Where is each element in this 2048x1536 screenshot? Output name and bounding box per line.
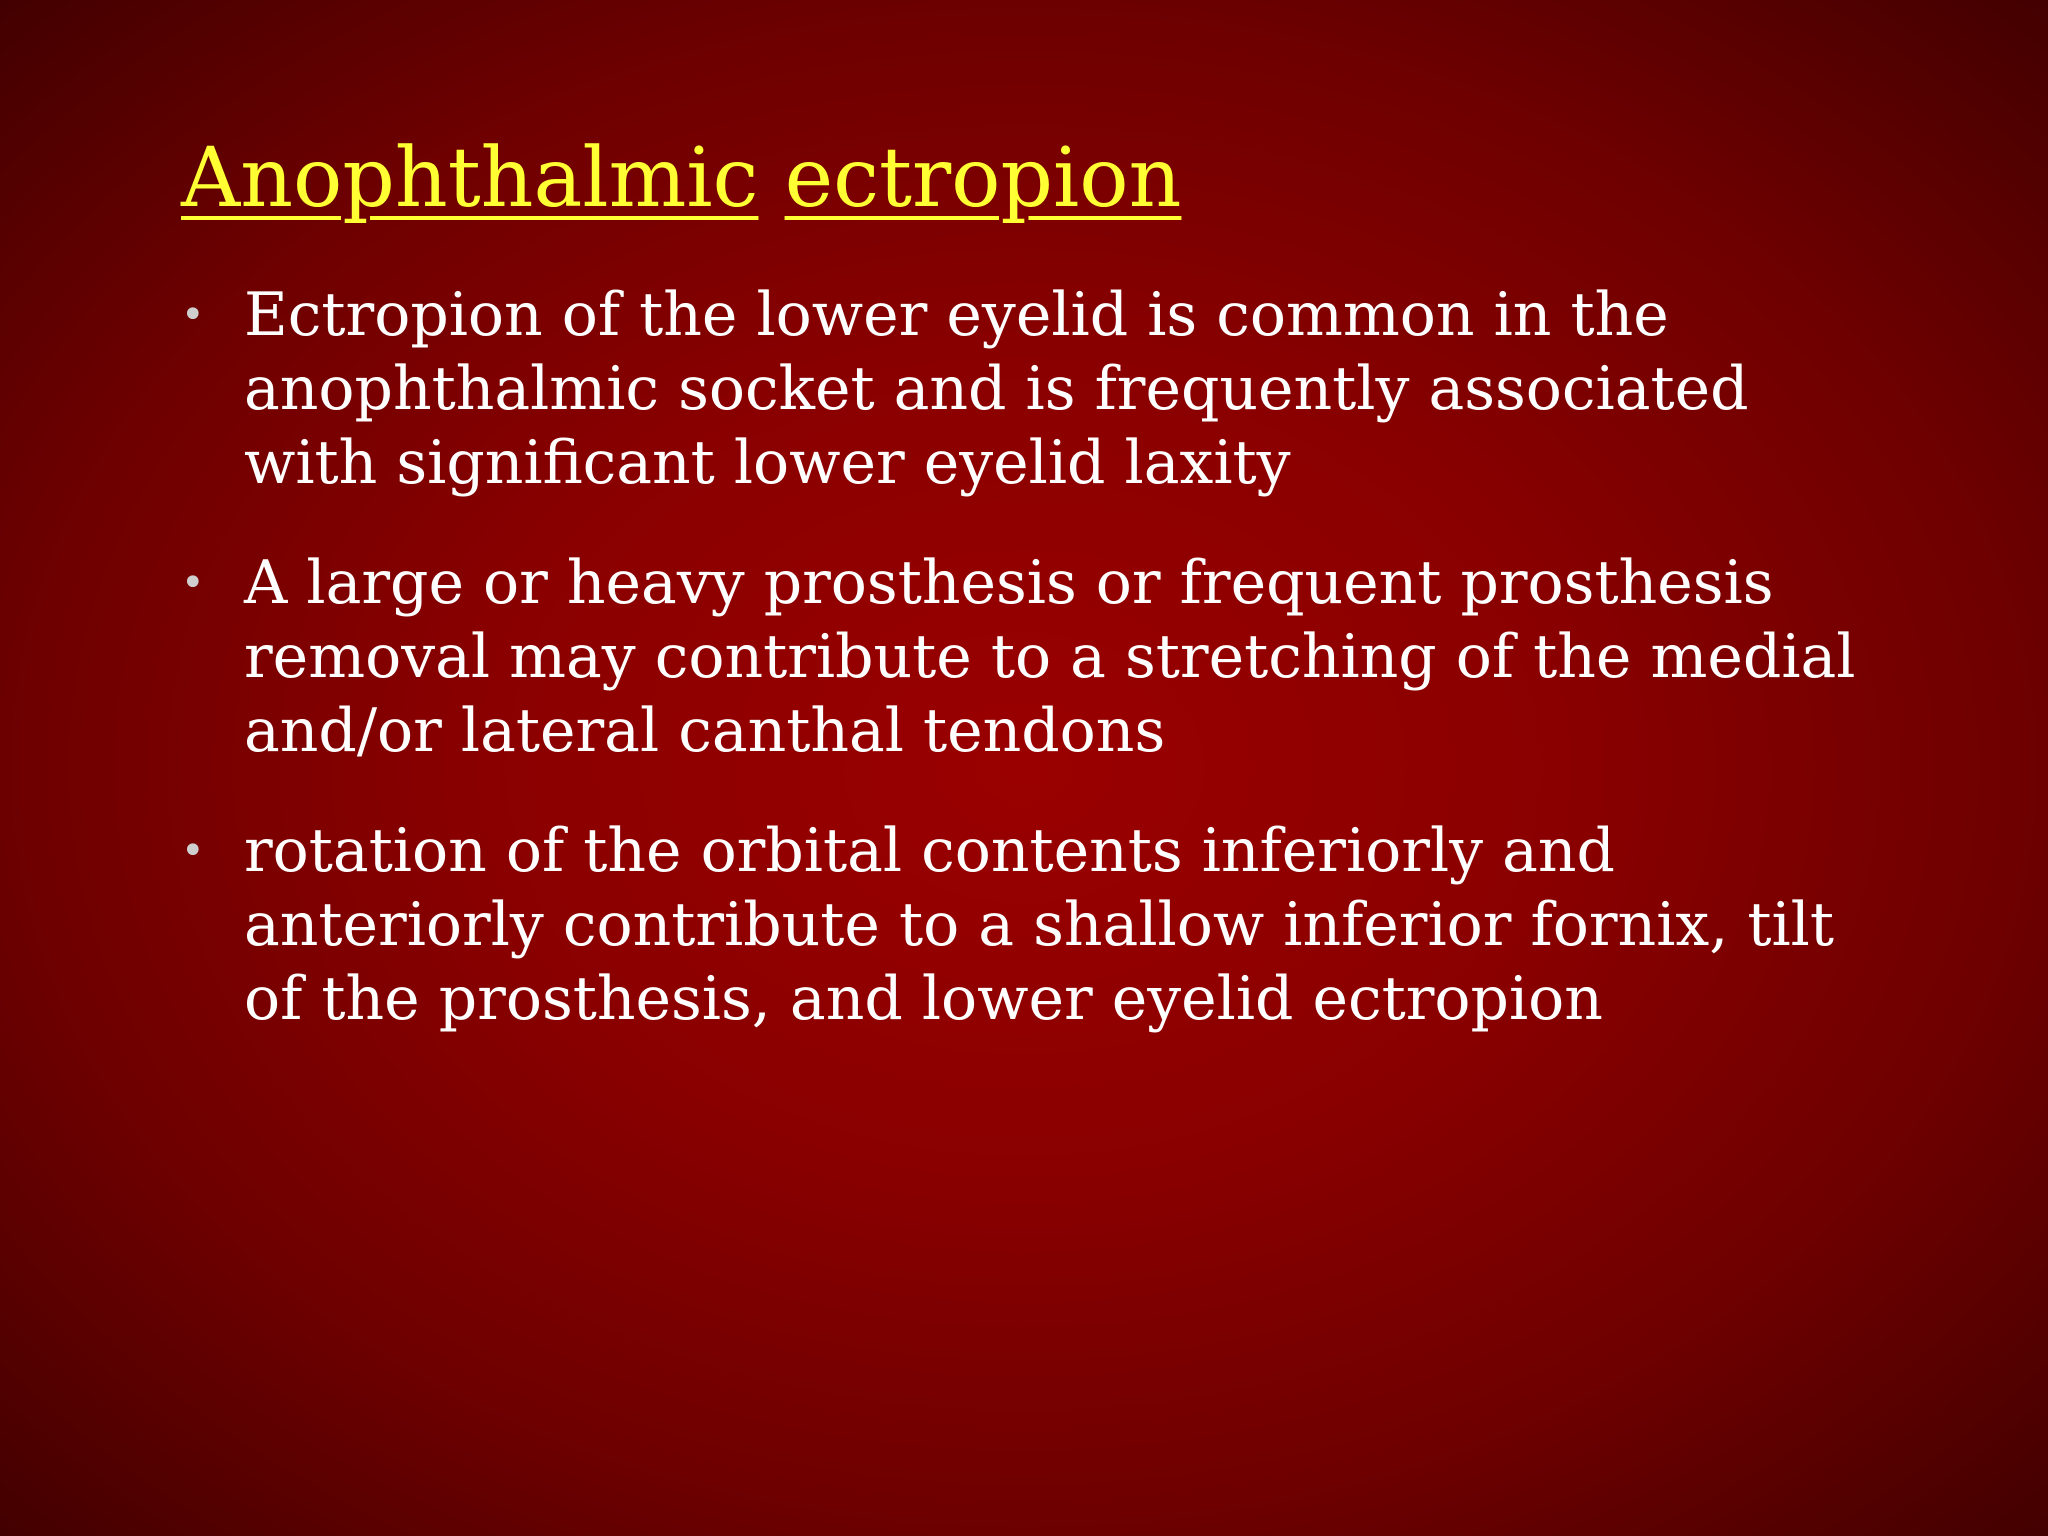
bullet-text: rotation of the orbital contents inferiorly and anteriorly contribute to a shallow inferior fornix, tilt of the prosthesis, and lower eyelid ectropion bbox=[244, 816, 1834, 1034]
title-word-2: ectropion bbox=[784, 131, 1182, 226]
bullet-text: Ectropion of the lower eyelid is common in the anophthalmic socket and is frequently associated with significant lower eyelid laxity bbox=[244, 280, 1749, 498]
bullet-item bbox=[181, 814, 1881, 1036]
bullet-item bbox=[181, 546, 1881, 768]
bullet-item bbox=[181, 278, 1881, 500]
title-word-1: Anophthalmic bbox=[181, 131, 759, 226]
bullet-marker-icon: • bbox=[181, 828, 205, 874]
bullet-marker-icon: • bbox=[181, 292, 205, 338]
slide-title bbox=[181, 132, 1181, 226]
bullet-text: A large or heavy prosthesis or frequent prosthesis removal may contribute to a stretching of the medial and/or lateral canthal tendons bbox=[244, 548, 1856, 766]
bullet-marker-icon: • bbox=[181, 560, 205, 606]
bullet-list bbox=[181, 278, 1881, 1082]
